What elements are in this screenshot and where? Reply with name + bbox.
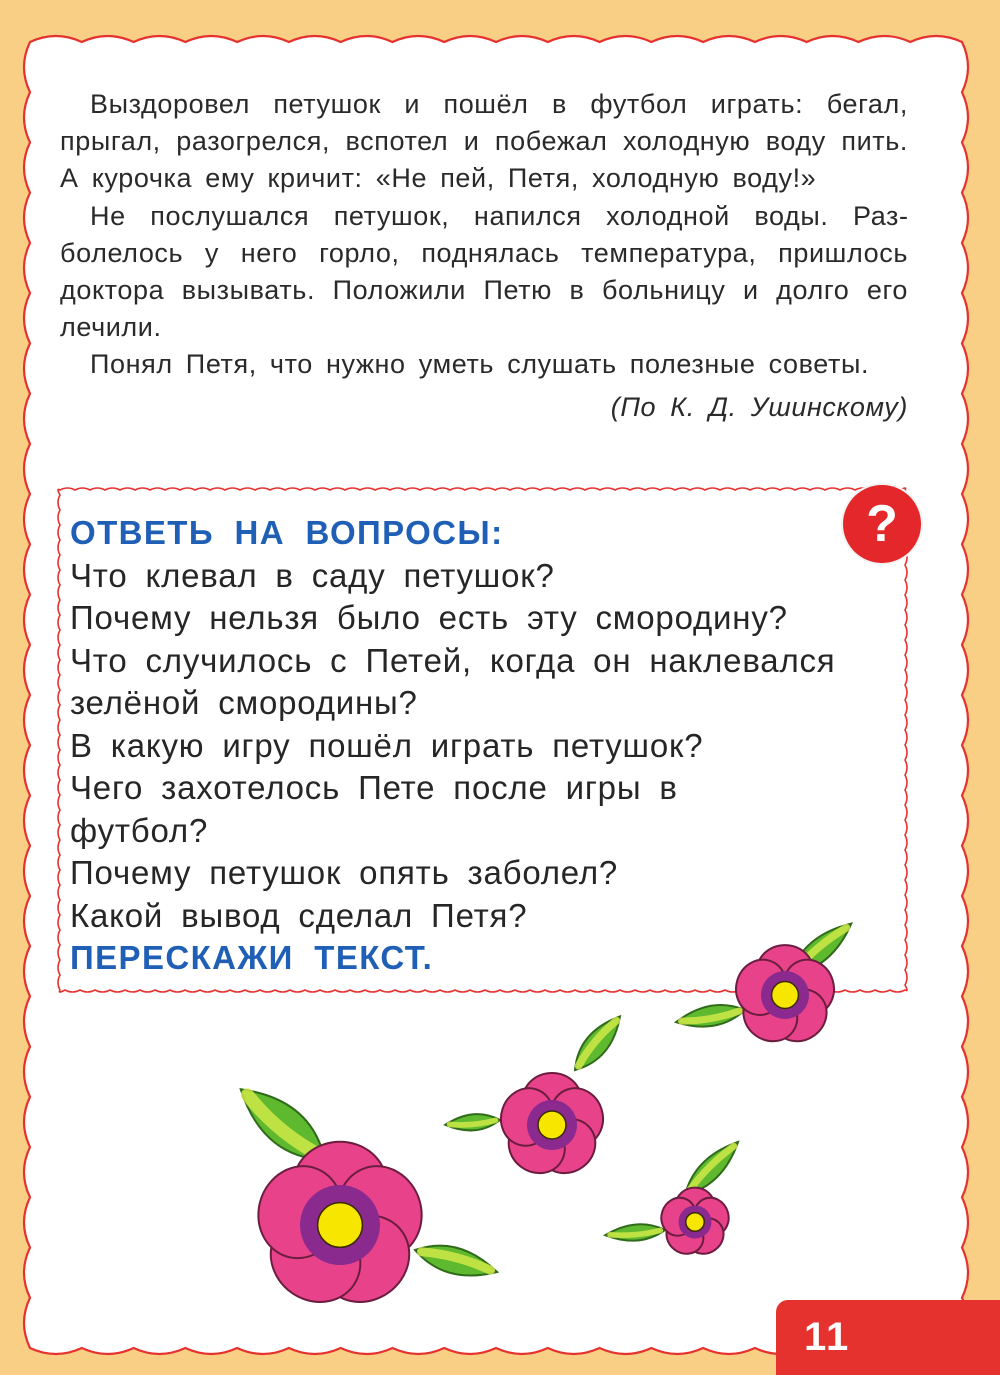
question-line: Чего захотелось Пете после игры в	[70, 769, 678, 806]
page-number: 11	[776, 1300, 1000, 1375]
question-line: футбол?	[70, 811, 209, 849]
question-line: Почему нельзя было есть эту смородину?	[70, 599, 788, 636]
story-text	[60, 86, 908, 426]
question-line: Какой вывод сделал Петя?	[70, 896, 528, 934]
questions-heading: ОТВЕТЬ НА ВОПРОСЫ:	[70, 514, 504, 551]
story-source: (По К. Д. Ушинскому)	[610, 391, 908, 422]
question-line: зелёной смородины?	[70, 684, 418, 721]
story-paragraph: Не послушался петушок, напился холодной воды. Разболелось у него горло, поднялась температура, пришлось доктора вызывать. Положили Петю в больницу и долго его лечили.	[60, 200, 908, 343]
question-line: Почему петушок опять заболел?	[70, 854, 619, 891]
question-mark-icon: ?	[843, 485, 921, 563]
question-line: Что случилось с Петей, когда он наклевался	[70, 641, 836, 679]
story-paragraph: Выздоровел петушок и пошёл в футбол играть: бегал, прыгал, разогрелся, вспотел и побежал холодную воду пить. А курочка ему кричит: «Не пей, Петя, холодную воду!»	[60, 89, 908, 194]
questions-box	[70, 512, 910, 980]
story-paragraph: Понял Петя, что нужно уметь слушать полезные советы.	[90, 349, 870, 380]
question-line: Что клевал в саду петушок?	[70, 556, 555, 594]
retell-instruction: ПЕРЕСКАЖИ ТЕКСТ.	[70, 939, 434, 976]
question-line: В какую игру пошёл играть петушок?	[70, 726, 704, 764]
